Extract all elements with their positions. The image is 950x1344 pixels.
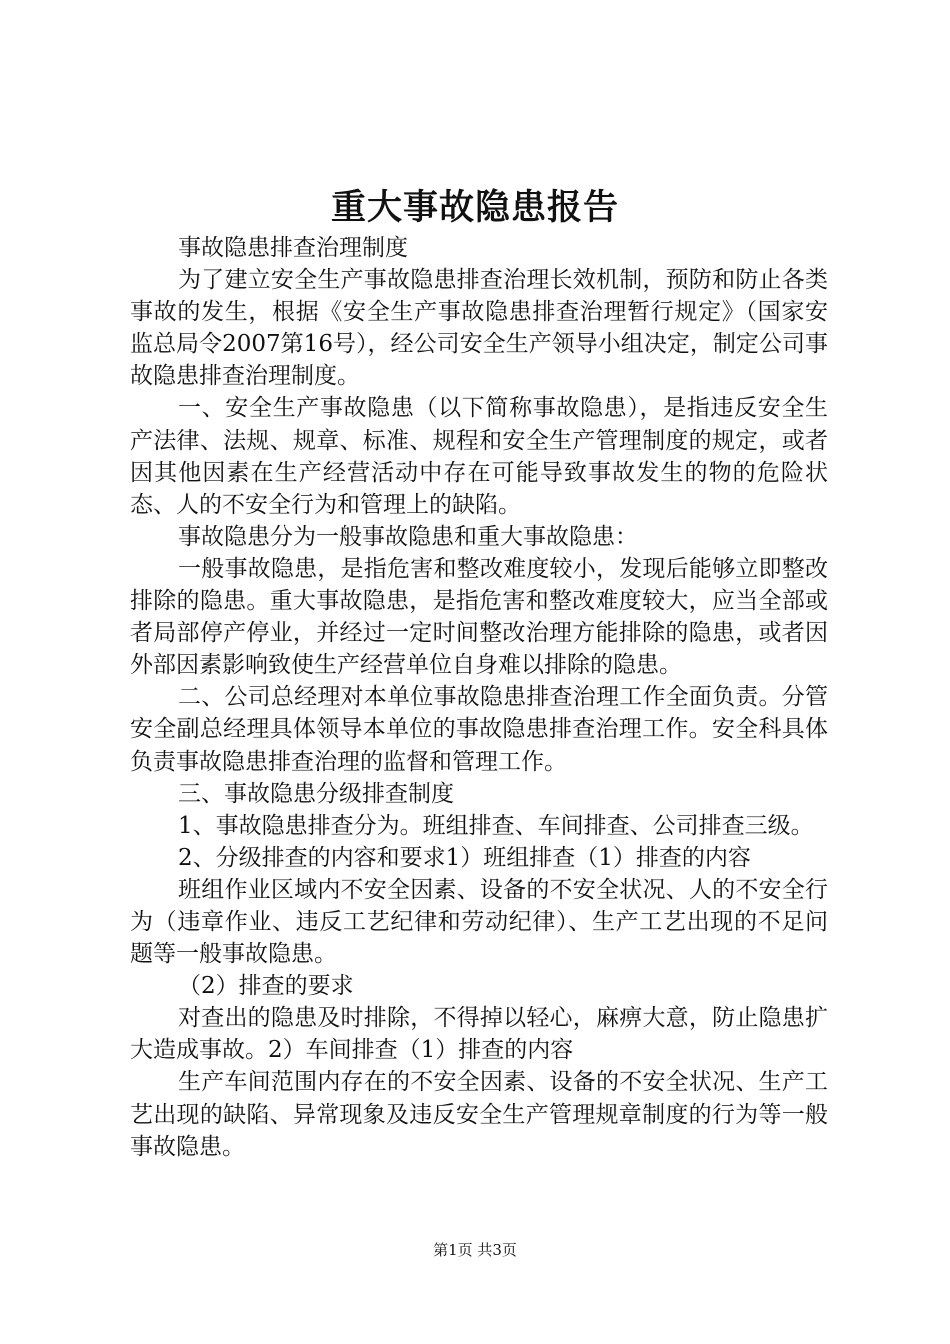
paragraph: 二、公司总经理对本单位事故隐患排查治理工作全面负责。分管安全副总经理具体领导本单位的事故隐患排查治理工作。安全科具体负责事故隐患排查治理的监督和管理工作。 bbox=[130, 684, 828, 775]
paragraph: 1、事故隐患排查分为。班组排查、车间排查、公司排查三级。 bbox=[178, 812, 814, 839]
paragraph: 一般事故隐患，是指危害和整改难度较小，发现后能够立即整改排除的隐患。重大事故隐患，是指危害和整改难度较大，应当全部或者局部停产停业，并经过一定时间整改治理方能排除的隐患，或者因外部因素影响致使生产经营单位自身难以排除的隐患。 bbox=[130, 555, 828, 679]
paragraph: 三、事故隐患分级排查制度 bbox=[178, 780, 454, 807]
paragraph: 事故隐患排查治理制度 bbox=[178, 235, 408, 261]
document-body bbox=[130, 232, 828, 1163]
paragraph: 生产车间范围内存在的不安全因素、设备的不安全状况、生产工艺出现的缺陷、异常现象及违反安全生产管理规章制度的行为等一般事故隐患。 bbox=[130, 1069, 828, 1160]
paragraph: 2、分级排查的内容和要求1）班组排查（1）排查的内容 bbox=[178, 844, 751, 871]
page-title: 重大事故隐患报告 bbox=[330, 187, 619, 228]
page-footer: 第1页 共3页 bbox=[433, 1241, 517, 1259]
paragraph: （2）排查的要求 bbox=[178, 973, 354, 1000]
paragraph: 为了建立安全生产事故隐患排查治理长效机制，预防和防止各类事故的发生，根据《安全生产事故隐患排查治理暂行规定》（国家安监总局令2007第16号），经公司安全生产领导小组决定，制定公司事故隐患排查治理制度。 bbox=[130, 267, 828, 390]
paragraph: 班组作业区域内不安全因素、设备的不安全状况、人的不安全行为（违章作业、违反工艺纪律和劳动纪律）、生产工艺出现的不足问题等一般事故隐患。 bbox=[130, 876, 828, 968]
paragraph: 一、安全生产事故隐患（以下简称事故隐患），是指违反安全生产法律、法规、规章、标准、规程和安全生产管理制度的规定，或者因其他因素在生产经营活动中存在可能导致事故发生的物的危险状态、人的不安全行为和管理上的缺陷。 bbox=[130, 395, 828, 518]
paragraph: 事故隐患分为一般事故隐患和重大事故隐患： bbox=[178, 523, 638, 550]
paragraph: 对查出的隐患及时排除，不得掉以轻心，麻痹大意，防止隐患扩大造成事故。2）车间排查（1）排查的内容 bbox=[130, 1005, 828, 1064]
